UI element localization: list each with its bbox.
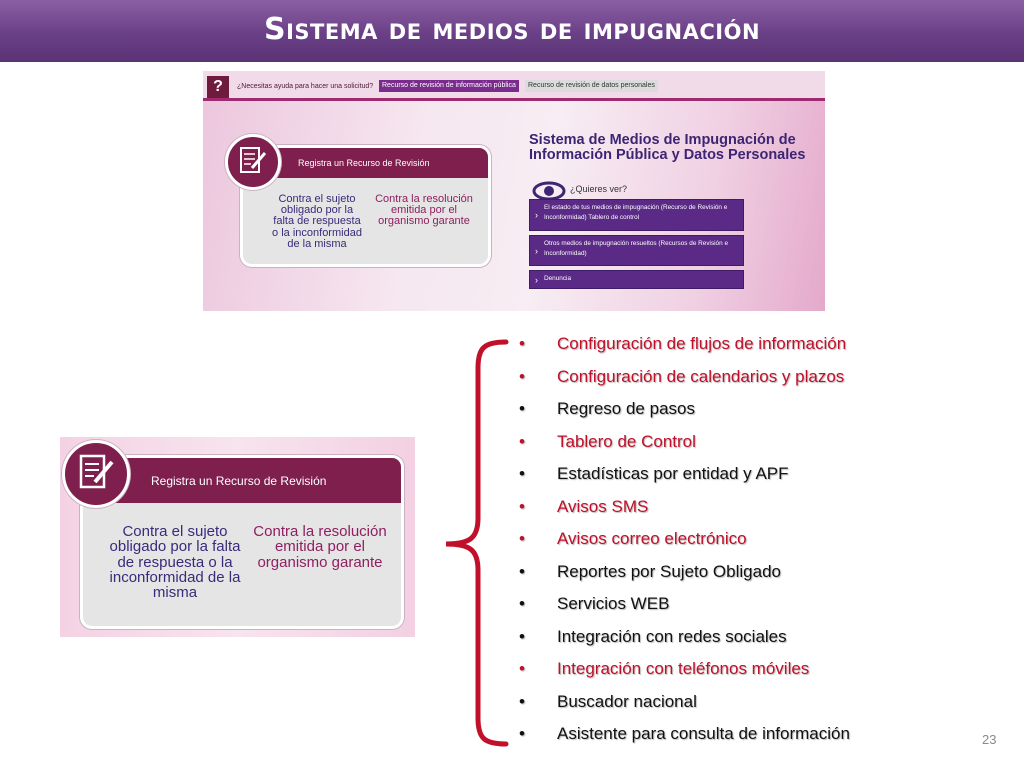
form-edit-icon	[225, 134, 281, 190]
form-edit-icon-zoom	[62, 440, 130, 508]
menu-otros-medios-label: Otros medios de impugnación resueltos (Recursos de Revisión e Inconformidad)	[544, 240, 728, 258]
bullet-icon: •	[519, 431, 525, 451]
menu-otros-medios[interactable]	[529, 235, 744, 266]
list-item	[519, 655, 850, 688]
list-item-text: Asistente para consulta de información	[557, 724, 850, 743]
divider	[203, 98, 825, 101]
chevron-right-icon: ›	[535, 245, 538, 256]
bullet-icon: •	[519, 659, 525, 678]
help-question-icon[interactable]: ?	[207, 76, 229, 98]
list-item-text: Avisos correo electrónico	[557, 529, 747, 548]
bullet-icon: •	[519, 334, 525, 353]
feature-list	[519, 330, 850, 753]
bullet-icon: •	[519, 464, 525, 483]
list-item	[519, 460, 850, 493]
bullet-icon: •	[519, 561, 525, 581]
option-resolucion-zoom[interactable]: Contra la resolución emitida por el organismo garante	[253, 523, 387, 571]
page-number: 23	[982, 732, 997, 747]
register-card-zoom-header	[83, 458, 401, 503]
list-item-text: Servicios WEB	[557, 594, 670, 613]
list-item-text: Avisos SMS	[557, 496, 649, 516]
bullet-icon: •	[519, 496, 525, 516]
list-item	[519, 363, 850, 396]
list-item-text: Configuración de calendarios y plazos	[557, 366, 845, 386]
list-item	[519, 395, 850, 428]
bullet-icon: •	[519, 366, 525, 386]
bullet-icon: •	[519, 529, 525, 548]
quieres-ver-label: ¿Quieres ver?	[570, 184, 628, 194]
menu-denuncia-label: Denuncia	[544, 275, 572, 282]
register-card-title: Registra un Recurso de Revisión	[298, 158, 430, 168]
list-item-text: Estadísticas por entidad y APF	[557, 464, 789, 483]
list-item-text: Integración con redes sociales	[557, 626, 787, 646]
bullet-icon: •	[519, 626, 525, 646]
list-item-text: Regreso de pasos	[557, 399, 695, 418]
menu-denuncia[interactable]	[529, 270, 744, 289]
menu-estado-medios-label: El estado de tus medios de impugnación (Recurso de Revisión e Inconformidad) Tablero de control	[544, 204, 728, 222]
screenshot-top	[203, 71, 825, 311]
list-item-text: Buscador nacional	[557, 691, 697, 711]
screenshot-bottom	[60, 437, 415, 637]
bullet-icon: •	[519, 724, 525, 743]
list-item	[519, 493, 850, 526]
list-item	[519, 525, 850, 558]
help-link[interactable]: ¿Necesitas ayuda para hacer una solicitud?	[237, 83, 374, 90]
list-item	[519, 623, 850, 656]
tab-info-publica[interactable]: Recurso de revisión de información pública	[379, 80, 519, 92]
option-sujeto-obligado-zoom[interactable]: Contra el sujeto obligado por la falta de respuesta o la inconformidad de la misma	[109, 523, 241, 602]
list-item	[519, 720, 850, 753]
chevron-right-icon: ›	[535, 210, 538, 220]
list-item	[519, 428, 850, 461]
list-item	[519, 558, 850, 591]
list-item-text: Integración con teléfonos móviles	[557, 659, 810, 678]
register-card-zoom-title: Registra un Recurso de Revisión	[151, 474, 327, 488]
bullet-icon: •	[519, 691, 525, 711]
system-title: Sistema de Medios de Impugnación de Información Pública y Datos Personales	[529, 132, 806, 164]
curly-brace-shape	[440, 338, 510, 748]
list-item	[519, 688, 850, 721]
eye-icon	[532, 181, 566, 201]
list-item-text: Reportes por Sujeto Obligado	[557, 561, 781, 581]
chevron-right-icon: ›	[535, 274, 538, 285]
title-bar	[0, 0, 1024, 62]
bullet-icon: •	[519, 399, 525, 418]
option-resolucion[interactable]: Contra la resolución emitida por el organismo garante	[375, 193, 473, 228]
list-item-text: Configuración de flujos de información	[557, 334, 847, 353]
bullet-icon: •	[519, 594, 525, 613]
menu-estado-medios[interactable]	[529, 199, 744, 231]
slide-title: Sistema de medios de impugnación	[263, 12, 761, 47]
tab-datos-personales[interactable]: Recurso de revisión de datos personales	[525, 80, 658, 92]
option-sujeto-obligado[interactable]: Contra el sujeto obligado por la falta de respuesta o la inconformidad de la misma	[272, 193, 362, 250]
list-item	[519, 330, 850, 363]
list-item-text: Tablero de Control	[557, 431, 696, 451]
list-item	[519, 590, 850, 623]
